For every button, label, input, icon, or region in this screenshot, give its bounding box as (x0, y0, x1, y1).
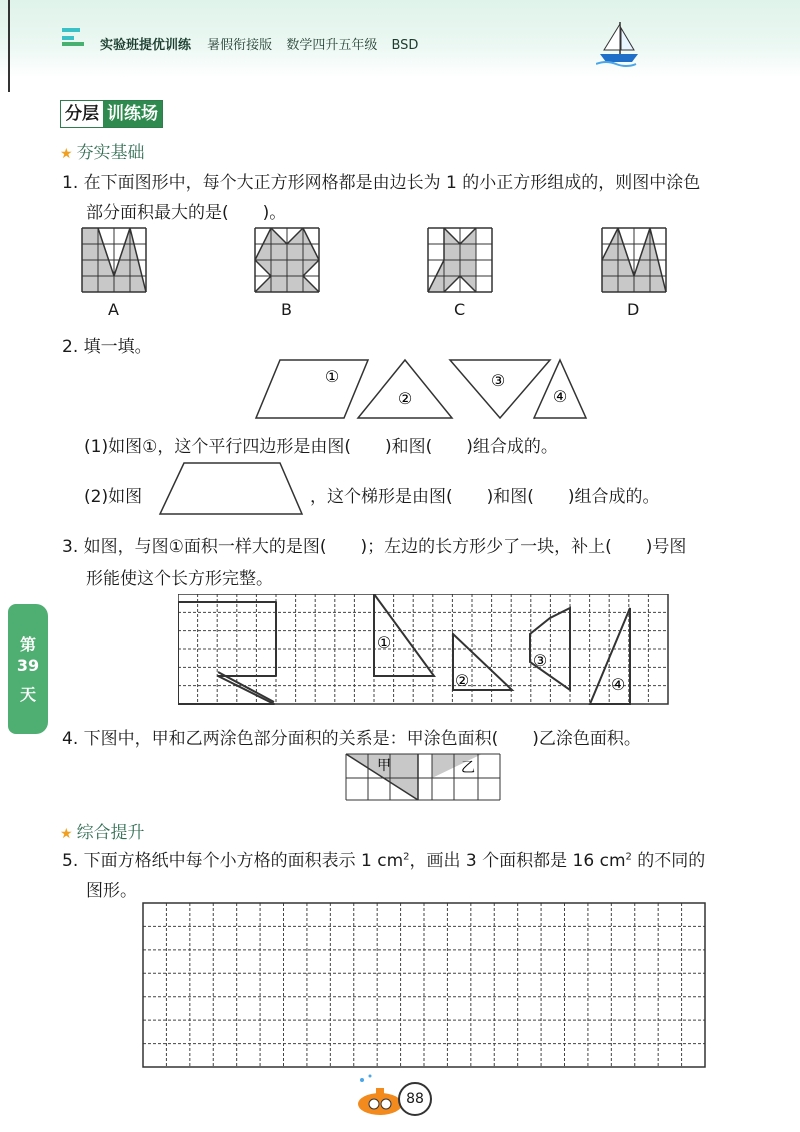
q3-grid-figure (178, 594, 670, 706)
section-title-a: 分层 (61, 101, 103, 127)
q5-sup-2: 2 (625, 851, 632, 863)
q2-shapes (250, 356, 600, 424)
header-brand: 实验班提优训练 (100, 38, 192, 53)
q5-line1 (62, 846, 705, 871)
q2-title: 2. 填一填。 (62, 337, 152, 357)
q5-grid-paper (142, 902, 708, 1070)
star-icon: ★ (60, 826, 73, 842)
q3-label-4: ④ (610, 675, 626, 694)
q1-option-b: B (281, 300, 292, 319)
q3-label-1: ① (376, 633, 392, 652)
day-side-tab (8, 604, 48, 734)
q2-label-4: ④ (552, 387, 568, 406)
q2-part1: (1)如图①，这个平行四边形是由图( )和图( )组合成的。 (84, 437, 558, 457)
day-tab-char-1: 第 (19, 635, 36, 654)
q3-line1: 3. 如图，与图①面积一样大的是图( )；左边的长方形少了一块，补上( )号图 (62, 537, 687, 557)
page-number: 88 (398, 1082, 432, 1116)
day-tab-number: 39 (16, 656, 40, 675)
q2-parallelogram (256, 360, 368, 418)
subsection-basic-label: 夯实基础 (76, 143, 145, 163)
subsection-advanced (60, 818, 145, 843)
header-publisher: BSD (391, 38, 419, 53)
q3-line2: 形能使这个长方形完整。 (86, 569, 273, 589)
header-subject: 数学四升五年级 (286, 38, 378, 53)
q4-figure (344, 752, 504, 802)
q2-trapezoid (156, 460, 306, 518)
header-edition: 暑假衔接版 (207, 38, 273, 53)
q1-line1: 1. 在下面图形中，每个大正方形网格都是由边长为 1 的小正方形组成的，则图中涂色 (62, 173, 701, 193)
q2-part2-a: (2)如图 (84, 487, 143, 507)
q5-line1-a: 5. 下面方格纸中每个小方格的面积表示 1 cm (62, 851, 404, 871)
q2-label-2: ② (397, 389, 413, 408)
q1-option-d: D (627, 300, 640, 319)
q1-option-c: C (454, 300, 466, 319)
q3-label-3: ③ (532, 651, 548, 670)
day-tab-char-2: 天 (19, 685, 36, 704)
q1-line2: 部分面积最大的是( )。 (86, 203, 287, 223)
q4-yi-label: 乙 (461, 760, 475, 776)
q5-line1-b: ，画出 3 个面积都是 16 cm (409, 851, 626, 871)
q1-figures (0, 0, 800, 330)
q3-label-2: ② (454, 671, 470, 690)
section-title-b: 训练场 (103, 101, 162, 127)
q5-line1-c: 的不同的 (631, 851, 706, 871)
q4-line: 4. 下图中，甲和乙两涂色部分面积的关系是：甲涂色面积( )乙涂色面积。 (62, 729, 641, 749)
subsection-advanced-label: 综合提升 (76, 823, 145, 843)
star-icon: ★ (60, 146, 73, 162)
q1-option-a: A (108, 300, 119, 319)
q5-line2: 图形。 (86, 881, 137, 901)
q2-label-3: ③ (490, 371, 506, 390)
q3-left-shape (178, 602, 276, 704)
q2-label-1: ① (324, 367, 340, 386)
q2-part2-b: ，这个梯形是由图( )和图( )组合成的。 (310, 487, 660, 507)
q5-sup-1: 2 (403, 851, 410, 863)
q4-jia-label: 甲 (377, 758, 391, 774)
